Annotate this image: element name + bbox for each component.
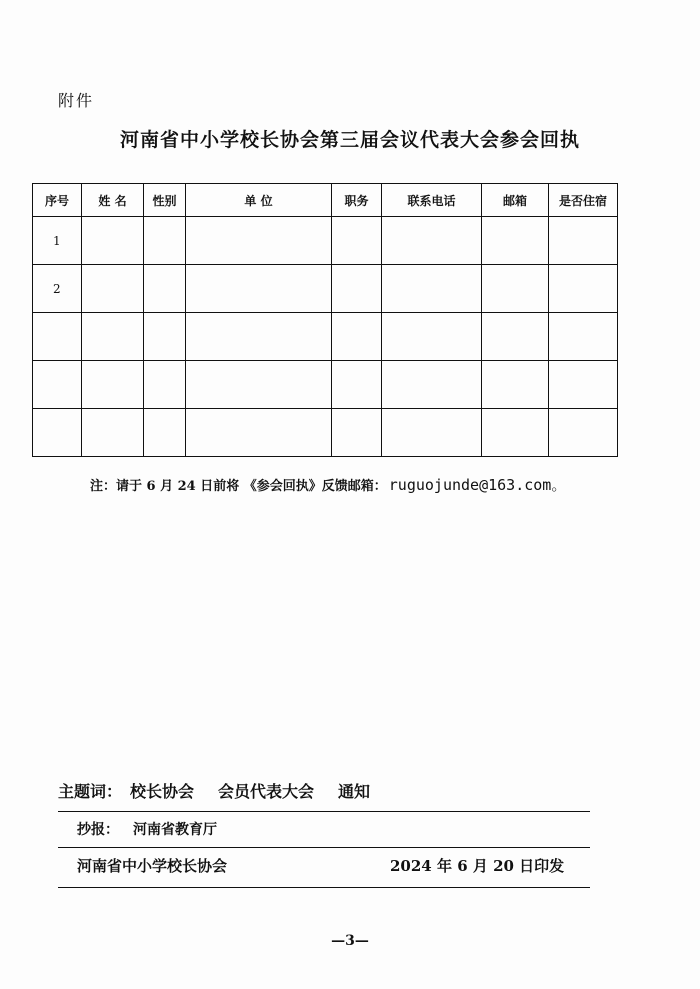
row-index: 1 — [33, 217, 82, 265]
note-text: 注：请于 6 月 24 日前将 《参会回执》反馈邮箱： — [90, 479, 387, 494]
keyword: 通知 — [338, 782, 371, 801]
row-index — [33, 313, 82, 361]
name-cell[interactable] — [82, 313, 144, 361]
table-row — [33, 313, 618, 361]
phone-cell[interactable] — [382, 409, 482, 457]
name-cell[interactable] — [82, 265, 144, 313]
name-cell[interactable] — [82, 409, 144, 457]
unit-cell[interactable] — [186, 265, 332, 313]
col-header-position: 职务 — [332, 184, 382, 217]
position-cell[interactable] — [332, 265, 382, 313]
gender-cell[interactable] — [144, 217, 186, 265]
divider — [58, 847, 590, 848]
row-index — [33, 361, 82, 409]
keyword: 会员代表大会 — [218, 782, 315, 801]
col-header-name: 姓 名 — [82, 184, 144, 217]
gender-cell[interactable] — [144, 313, 186, 361]
position-cell[interactable] — [332, 361, 382, 409]
receipt-table — [32, 183, 618, 457]
email-cell[interactable] — [482, 265, 549, 313]
issue-date: 2024 年 6 月 20 日印发 — [390, 857, 565, 875]
gender-cell[interactable] — [144, 265, 186, 313]
unit-cell[interactable] — [186, 313, 332, 361]
divider — [58, 811, 590, 812]
col-header-index: 序号 — [33, 184, 82, 217]
name-cell[interactable] — [82, 217, 144, 265]
email-cell[interactable] — [482, 361, 549, 409]
submission-note — [90, 474, 566, 495]
col-header-unit: 单 位 — [186, 184, 332, 217]
cc-line — [77, 819, 231, 839]
page-title: 河南省中小学校长协会第三届会议代表大会参会回执 — [119, 129, 580, 151]
email-cell[interactable] — [482, 409, 549, 457]
keywords-line — [58, 779, 394, 802]
table-row — [33, 217, 618, 265]
phone-cell[interactable] — [382, 265, 482, 313]
table-row — [33, 361, 618, 409]
position-cell[interactable] — [332, 313, 382, 361]
col-header-gender: 性别 — [144, 184, 186, 217]
row-index: 2 — [33, 265, 82, 313]
table-header-row — [33, 184, 618, 217]
phone-cell[interactable] — [382, 313, 482, 361]
col-header-email: 邮箱 — [482, 184, 549, 217]
table-row — [33, 409, 618, 457]
phone-cell[interactable] — [382, 217, 482, 265]
page-number: —3— — [331, 933, 369, 949]
lodging-cell[interactable] — [549, 409, 618, 457]
feedback-email[interactable]: ruguojunde@163.com。 — [388, 476, 567, 494]
row-index — [33, 409, 82, 457]
lodging-cell[interactable] — [549, 313, 618, 361]
gender-cell[interactable] — [144, 361, 186, 409]
attachment-label: 附件 — [58, 91, 95, 110]
col-header-lodging: 是否住宿 — [549, 184, 618, 217]
position-cell[interactable] — [332, 217, 382, 265]
lodging-cell[interactable] — [549, 217, 618, 265]
unit-cell[interactable] — [186, 361, 332, 409]
unit-cell[interactable] — [186, 217, 332, 265]
lodging-cell[interactable] — [549, 361, 618, 409]
position-cell[interactable] — [332, 409, 382, 457]
col-header-phone: 联系电话 — [382, 184, 482, 217]
divider — [58, 887, 590, 888]
unit-cell[interactable] — [186, 409, 332, 457]
cc-label: 抄报： — [77, 822, 119, 838]
issuer: 河南省中小学校长协会 — [77, 857, 228, 875]
email-cell[interactable] — [482, 313, 549, 361]
phone-cell[interactable] — [382, 361, 482, 409]
gender-cell[interactable] — [144, 409, 186, 457]
email-cell[interactable] — [482, 217, 549, 265]
table-row — [33, 265, 618, 313]
cc-recipient: 河南省教育厅 — [133, 822, 217, 838]
lodging-cell[interactable] — [549, 265, 618, 313]
keyword: 校长协会 — [130, 782, 195, 801]
keywords-label: 主题词： — [58, 782, 123, 801]
name-cell[interactable] — [82, 361, 144, 409]
